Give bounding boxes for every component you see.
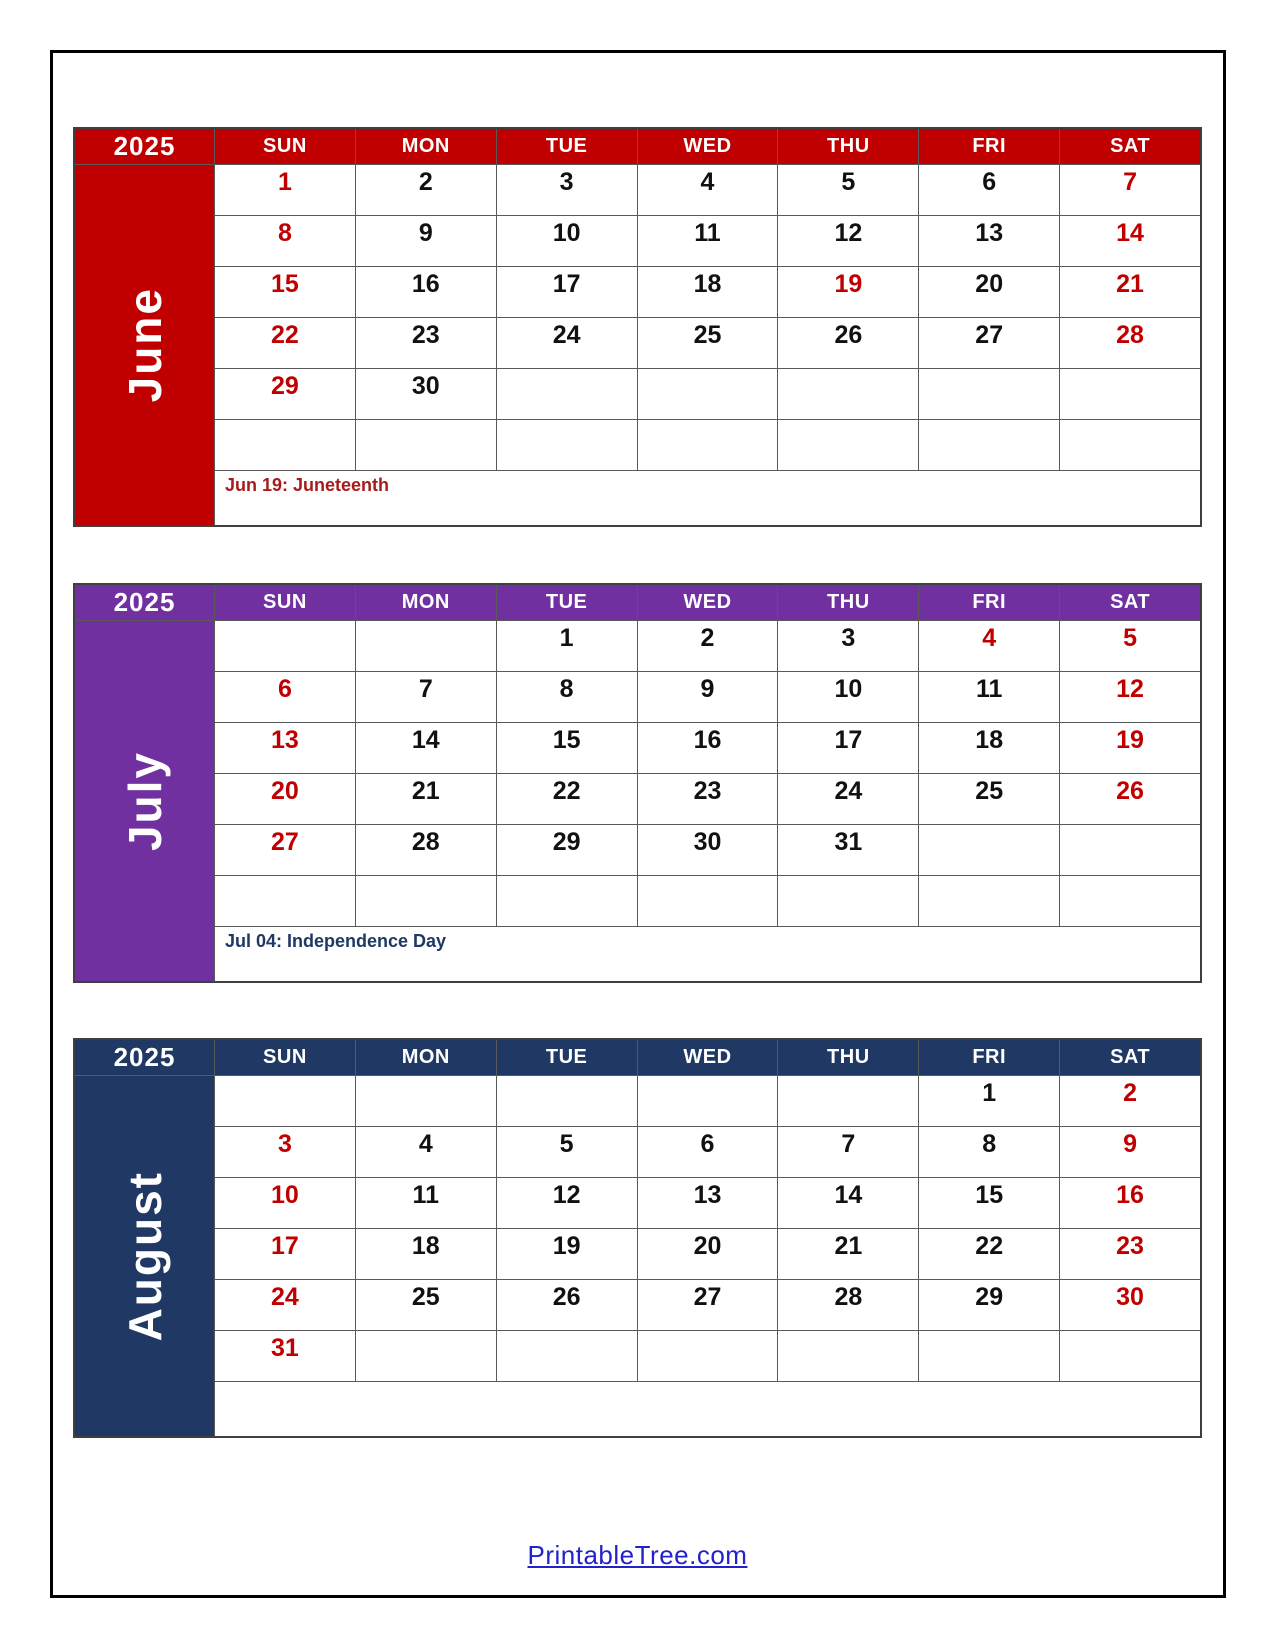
date-cell: 22 xyxy=(215,318,355,368)
date-cell xyxy=(919,825,1059,875)
date-cell: 30 xyxy=(638,825,778,875)
date-cell: 28 xyxy=(1060,318,1200,368)
day-header-fri: FRI xyxy=(919,585,1059,620)
date-cell: 13 xyxy=(638,1178,778,1228)
date-cell xyxy=(919,369,1059,419)
date-cell: 16 xyxy=(356,267,496,317)
date-cell: 8 xyxy=(497,672,637,722)
date-cell: 3 xyxy=(497,165,637,215)
month-banner xyxy=(75,165,214,525)
date-cell: 24 xyxy=(215,1280,355,1330)
day-header-thu: THU xyxy=(778,585,918,620)
date-cell xyxy=(215,621,355,671)
date-cell: 29 xyxy=(919,1280,1059,1330)
date-cell: 3 xyxy=(215,1127,355,1177)
day-header-fri: FRI xyxy=(919,129,1059,164)
date-cell: 17 xyxy=(497,267,637,317)
date-cell xyxy=(356,876,496,926)
date-cell: 1 xyxy=(919,1076,1059,1126)
year-label: 2025 xyxy=(75,1040,214,1075)
date-cell: 17 xyxy=(778,723,918,773)
date-cell xyxy=(497,876,637,926)
date-cell: 27 xyxy=(638,1280,778,1330)
date-cell: 28 xyxy=(356,825,496,875)
date-cell: 20 xyxy=(215,774,355,824)
month-grid-july xyxy=(73,583,1202,983)
date-cell: 24 xyxy=(497,318,637,368)
day-header-tue: TUE xyxy=(497,129,637,164)
date-cell: 11 xyxy=(919,672,1059,722)
date-cell: 10 xyxy=(778,672,918,722)
date-cell xyxy=(638,1331,778,1381)
day-header-sat: SAT xyxy=(1060,585,1200,620)
date-cell: 10 xyxy=(497,216,637,266)
date-cell: 25 xyxy=(919,774,1059,824)
date-cell: 23 xyxy=(638,774,778,824)
date-cell: 12 xyxy=(778,216,918,266)
date-cell: 6 xyxy=(638,1127,778,1177)
date-cell xyxy=(497,1331,637,1381)
date-cell xyxy=(356,621,496,671)
date-cell xyxy=(215,876,355,926)
date-cell xyxy=(356,1076,496,1126)
date-cell xyxy=(356,420,496,470)
date-cell: 21 xyxy=(778,1229,918,1279)
date-cell: 1 xyxy=(215,165,355,215)
date-cell: 19 xyxy=(497,1229,637,1279)
date-cell: 22 xyxy=(497,774,637,824)
day-header-mon: MON xyxy=(356,585,496,620)
date-cell xyxy=(778,369,918,419)
holiday-note xyxy=(215,1382,1200,1436)
date-cell xyxy=(778,876,918,926)
day-header-sat: SAT xyxy=(1060,129,1200,164)
month-banner-label: July xyxy=(118,750,171,852)
date-cell: 26 xyxy=(1060,774,1200,824)
date-cell xyxy=(1060,876,1200,926)
date-cell xyxy=(497,1076,637,1126)
date-cell xyxy=(778,1076,918,1126)
date-cell: 9 xyxy=(638,672,778,722)
date-cell: 23 xyxy=(1060,1229,1200,1279)
date-cell: 5 xyxy=(1060,621,1200,671)
date-cell: 12 xyxy=(497,1178,637,1228)
date-cell: 26 xyxy=(778,318,918,368)
date-cell xyxy=(919,876,1059,926)
month-banner-label: August xyxy=(118,1170,171,1342)
day-header-sun: SUN xyxy=(215,1040,355,1075)
date-cell: 8 xyxy=(919,1127,1059,1177)
day-header-sun: SUN xyxy=(215,129,355,164)
date-cell xyxy=(919,1331,1059,1381)
date-cell: 22 xyxy=(919,1229,1059,1279)
month-grid-august xyxy=(73,1038,1202,1438)
month-grid-june xyxy=(73,127,1202,527)
date-cell: 2 xyxy=(638,621,778,671)
month-banner xyxy=(75,621,214,981)
date-cell: 21 xyxy=(356,774,496,824)
date-cell: 3 xyxy=(778,621,918,671)
date-cell: 9 xyxy=(356,216,496,266)
date-cell xyxy=(1060,420,1200,470)
day-header-thu: THU xyxy=(778,129,918,164)
date-cell: 7 xyxy=(1060,165,1200,215)
date-cell: 16 xyxy=(638,723,778,773)
date-cell: 15 xyxy=(215,267,355,317)
day-header-tue: TUE xyxy=(497,585,637,620)
date-cell: 30 xyxy=(356,369,496,419)
date-cell: 30 xyxy=(1060,1280,1200,1330)
day-header-wed: WED xyxy=(638,129,778,164)
date-cell: 5 xyxy=(497,1127,637,1177)
date-cell: 2 xyxy=(1060,1076,1200,1126)
date-cell: 4 xyxy=(638,165,778,215)
date-cell: 5 xyxy=(778,165,918,215)
date-cell: 25 xyxy=(638,318,778,368)
holiday-note: Jun 19: Juneteenth xyxy=(215,471,1200,525)
date-cell: 13 xyxy=(215,723,355,773)
date-cell xyxy=(919,420,1059,470)
date-cell: 9 xyxy=(1060,1127,1200,1177)
date-cell xyxy=(638,369,778,419)
date-cell xyxy=(638,420,778,470)
date-cell: 21 xyxy=(1060,267,1200,317)
day-header-wed: WED xyxy=(638,1040,778,1075)
date-cell xyxy=(638,876,778,926)
date-cell xyxy=(497,420,637,470)
date-cell: 28 xyxy=(778,1280,918,1330)
date-cell: 26 xyxy=(497,1280,637,1330)
date-cell: 4 xyxy=(919,621,1059,671)
date-cell: 14 xyxy=(356,723,496,773)
date-cell xyxy=(215,1076,355,1126)
date-cell: 13 xyxy=(919,216,1059,266)
date-cell xyxy=(778,420,918,470)
page-footer xyxy=(0,1540,1275,1571)
date-cell: 24 xyxy=(778,774,918,824)
day-header-tue: TUE xyxy=(497,1040,637,1075)
date-cell: 16 xyxy=(1060,1178,1200,1228)
date-cell: 25 xyxy=(356,1280,496,1330)
date-cell: 7 xyxy=(356,672,496,722)
date-cell: 8 xyxy=(215,216,355,266)
day-header-mon: MON xyxy=(356,1040,496,1075)
date-cell: 31 xyxy=(215,1331,355,1381)
date-cell: 15 xyxy=(919,1178,1059,1228)
date-cell: 12 xyxy=(1060,672,1200,722)
date-cell xyxy=(1060,369,1200,419)
date-cell: 18 xyxy=(919,723,1059,773)
date-cell: 19 xyxy=(778,267,918,317)
date-cell: 10 xyxy=(215,1178,355,1228)
date-cell xyxy=(1060,825,1200,875)
date-cell: 31 xyxy=(778,825,918,875)
date-cell: 18 xyxy=(356,1229,496,1279)
date-cell: 11 xyxy=(356,1178,496,1228)
date-cell xyxy=(497,369,637,419)
date-cell: 14 xyxy=(778,1178,918,1228)
day-header-mon: MON xyxy=(356,129,496,164)
date-cell: 23 xyxy=(356,318,496,368)
date-cell: 27 xyxy=(919,318,1059,368)
date-cell: 11 xyxy=(638,216,778,266)
date-cell: 6 xyxy=(215,672,355,722)
date-cell: 4 xyxy=(356,1127,496,1177)
date-cell: 29 xyxy=(215,369,355,419)
date-cell: 15 xyxy=(497,723,637,773)
date-cell: 14 xyxy=(1060,216,1200,266)
day-header-sun: SUN xyxy=(215,585,355,620)
day-header-fri: FRI xyxy=(919,1040,1059,1075)
date-cell xyxy=(778,1331,918,1381)
year-label: 2025 xyxy=(75,585,214,620)
date-cell: 20 xyxy=(638,1229,778,1279)
footer-link[interactable]: PrintableTree.com xyxy=(527,1540,748,1570)
date-cell: 1 xyxy=(497,621,637,671)
date-cell: 29 xyxy=(497,825,637,875)
date-cell: 20 xyxy=(919,267,1059,317)
date-cell xyxy=(215,420,355,470)
date-cell xyxy=(356,1331,496,1381)
date-cell: 27 xyxy=(215,825,355,875)
month-banner xyxy=(75,1076,214,1436)
date-cell xyxy=(1060,1331,1200,1381)
day-header-sat: SAT xyxy=(1060,1040,1200,1075)
holiday-note: Jul 04: Independence Day xyxy=(215,927,1200,981)
year-label: 2025 xyxy=(75,129,214,164)
date-cell xyxy=(638,1076,778,1126)
date-cell: 6 xyxy=(919,165,1059,215)
month-block-july xyxy=(73,583,1202,983)
date-cell: 7 xyxy=(778,1127,918,1177)
date-cell: 19 xyxy=(1060,723,1200,773)
day-header-thu: THU xyxy=(778,1040,918,1075)
date-cell: 17 xyxy=(215,1229,355,1279)
month-banner-label: June xyxy=(118,287,171,403)
date-cell: 18 xyxy=(638,267,778,317)
month-block-june xyxy=(73,127,1202,527)
day-header-wed: WED xyxy=(638,585,778,620)
month-block-august xyxy=(73,1038,1202,1438)
date-cell: 2 xyxy=(356,165,496,215)
